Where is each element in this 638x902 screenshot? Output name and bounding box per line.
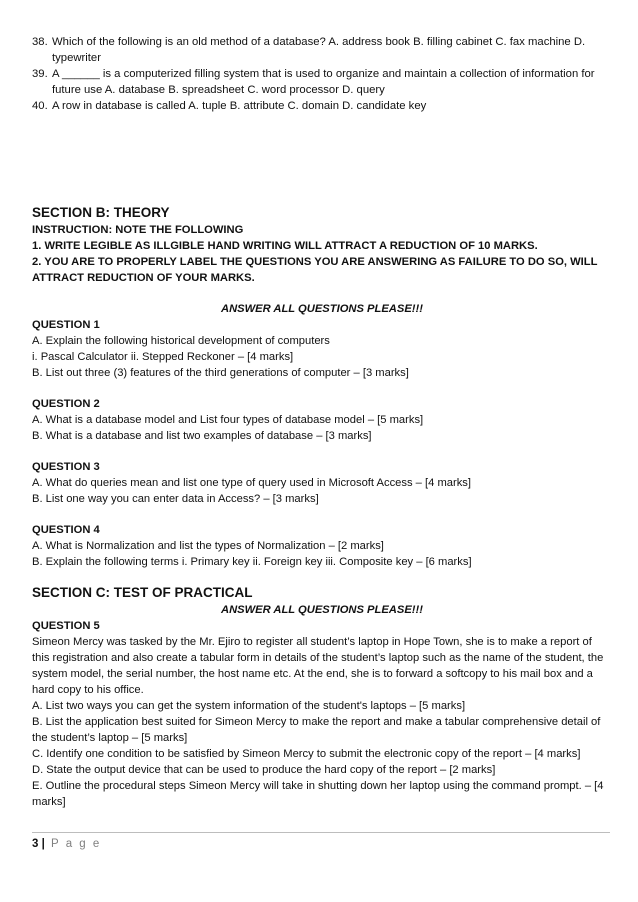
question-5-scenario: Simeon Mercy was tasked by the Mr. Ejiro to register all student’s laptop in Hope Town, she is to make a report of this registration and also create a tabular form in details of the student’s laptop such as the name of the student, the system model, the serial number, the host name etc. At the end, she is to forward a softcopy to his mail box and a hard copy to his office.: [32, 636, 604, 696]
question-5-part-d: D. State the output device that can be used to produce the hard copy of the report – [2 marks]: [32, 764, 496, 776]
page-footer: [32, 836, 101, 852]
question-5-part-e: E. Outline the procedural steps Simeon Mercy will take in shutting down her laptop using the command prompt. – [4 marks]: [32, 780, 604, 808]
section-c: [32, 584, 612, 810]
question-5-part-a: A. List two ways you can get the system information of the student's laptops – [5 marks]: [32, 700, 466, 712]
question-5-heading: QUESTION 5: [32, 620, 100, 632]
mcq-text: Which of the following is an old method of a database? A. address book B. filling cabinet C. fax machine D. typewriter: [52, 36, 586, 64]
instruction-heading: INSTRUCTION: NOTE THE FOLLOWING: [32, 224, 244, 236]
page-label: P a g e: [51, 838, 102, 850]
question-4-part-a: A. What is Normalization and list the types of Normalization – [2 marks]: [32, 540, 384, 552]
question-1-part-b: B. List out three (3) features of the third generations of computer – [3 marks]: [32, 367, 409, 379]
section-c-title: SECTION C: TEST OF PRACTICAL: [32, 585, 253, 600]
question-4-part-b: B. Explain the following terms i. Primary key ii. Foreign key iii. Composite key – [6 marks]: [32, 556, 472, 568]
instruction-rule-2: 2. YOU ARE TO PROPERLY LABEL THE QUESTIONS YOU ARE ANSWERING AS FAILURE TO DO SO, WILL ATTRACT REDUCTION OF YOUR MARKS.: [32, 256, 598, 284]
page-number: 3: [32, 838, 39, 850]
footer-divider: [32, 832, 610, 833]
answer-all-notice: ANSWER ALL QUESTIONS PLEASE!!!: [220, 303, 423, 315]
question-2-part-a: A. What is a database model and List four types of database model – [5 marks]: [32, 414, 424, 426]
mcq-text: A ______ is a computerized filling system that is used to organize and maintain a collection of information for future use A. database B. spreadsheet C. word processor D. query: [52, 68, 595, 96]
mcq-list: [32, 34, 612, 114]
question-1-part-a: A. Explain the following historical development of computers: [32, 335, 330, 347]
mcq-number: 38.: [32, 36, 48, 48]
question-2-heading: QUESTION 2: [32, 398, 100, 410]
section-b-title: SECTION B: THEORY: [32, 205, 170, 220]
question-4-heading: QUESTION 4: [32, 524, 100, 536]
question-3-part-a: A. What do queries mean and list one type of query used in Microsoft Access – [4 marks]: [32, 477, 472, 489]
mcq-text: A row in database is called A. tuple B. attribute C. domain D. candidate key: [52, 100, 427, 112]
question-5-part-c: C. Identify one condition to be satisfied by Simeon Mercy to submit the electronic copy of the report – [4 marks]: [32, 748, 581, 760]
footer-separator: |: [41, 838, 45, 850]
section-b: [32, 204, 612, 570]
mcq-number: 39.: [32, 68, 48, 80]
question-3-part-b: B. List one way you can enter data in Access? – [3 marks]: [32, 493, 319, 505]
question-1-part-a-items: i. Pascal Calculator ii. Stepped Reckoner – [4 marks]: [32, 351, 294, 363]
question-1-heading: QUESTION 1: [32, 319, 100, 331]
instruction-rule-1: 1. WRITE LEGIBLE AS ILLGIBLE HAND WRITING WILL ATTRACT A REDUCTION OF 10 MARKS.: [32, 240, 538, 252]
mcq-number: 40.: [32, 100, 48, 112]
answer-all-notice: ANSWER ALL QUESTIONS PLEASE!!!: [220, 604, 423, 616]
mcq-item-40: [32, 98, 612, 114]
mcq-item-38: [32, 34, 612, 66]
question-5-part-b: B. List the application best suited for Simeon Mercy to make the report and make a tabular comprehensive detail of the student’s laptop – [5 marks]: [32, 716, 601, 744]
question-3-heading: QUESTION 3: [32, 461, 100, 473]
question-2-part-b: B. What is a database and list two examples of database – [3 marks]: [32, 430, 372, 442]
mcq-item-39: [32, 66, 612, 98]
